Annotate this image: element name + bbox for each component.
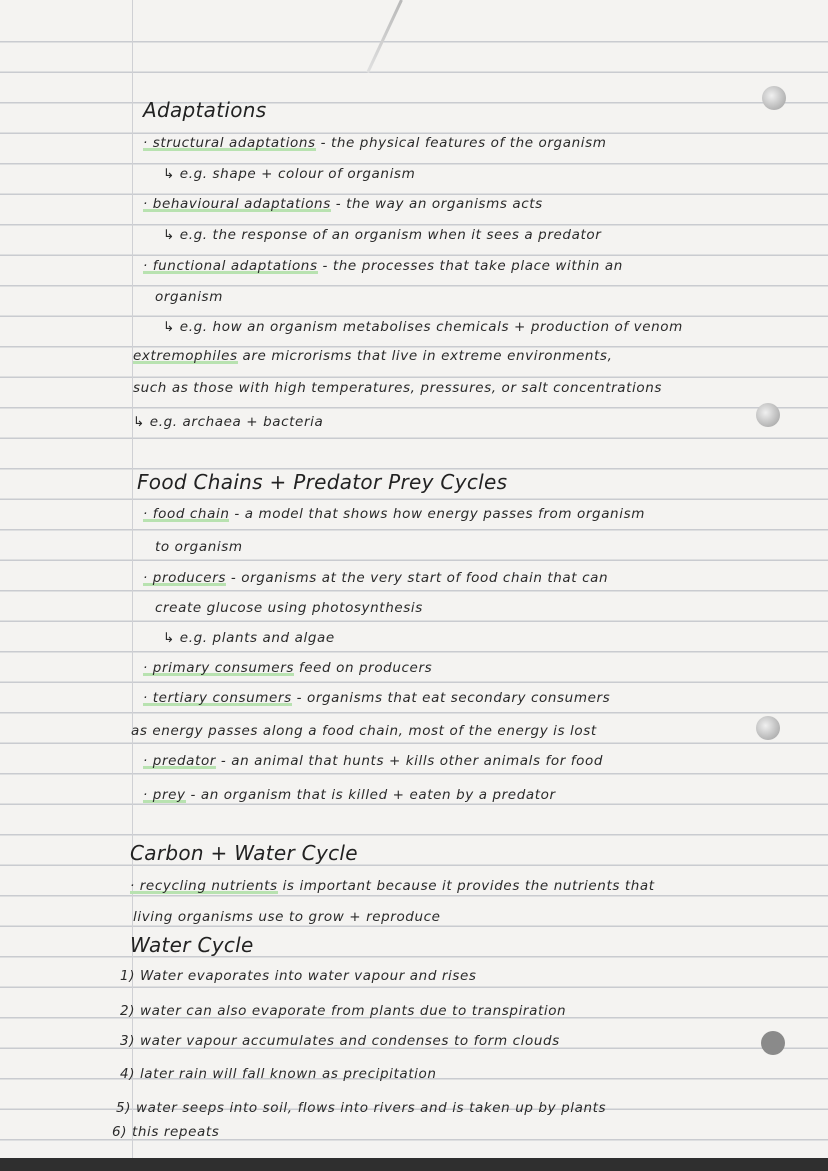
punch-hole: [756, 716, 780, 740]
punch-hole: [756, 403, 780, 427]
note-line: [143, 196, 543, 212]
note-line: [133, 348, 612, 364]
note-text: living organisms use to grow + reproduce: [133, 909, 441, 925]
highlighted-term: · prey: [143, 787, 186, 803]
note-text: - an organism that is killed + eaten by a predator: [185, 787, 556, 803]
highlighted-term: · primary consumers: [143, 660, 294, 676]
note-line: [143, 570, 608, 586]
note-line: [133, 414, 323, 430]
note-text: feed on producers: [293, 660, 433, 676]
punch-hole: [762, 86, 786, 110]
highlighted-term: · food chain: [143, 506, 230, 522]
note-text: create glucose using photosynthesis: [155, 600, 423, 616]
numbered-step: 6) this repeats: [112, 1124, 220, 1140]
note-text: - a model that shows how energy passes from organism: [229, 506, 645, 522]
note-text: such as those with high temperatures, pressures, or salt concentrations: [133, 380, 663, 396]
note-line: [133, 380, 662, 396]
note-text: - the physical features of the organism: [315, 135, 607, 151]
note-text: ↳ e.g. archaea + bacteria: [133, 414, 324, 430]
note-line: [163, 630, 335, 646]
note-line: [143, 690, 610, 706]
note-text: - organisms that eat secondary consumers: [291, 690, 611, 706]
highlighted-term: · predator: [143, 753, 216, 769]
highlighted-term: · tertiary consumers: [143, 690, 292, 706]
note-line: [133, 909, 441, 925]
note-text: - organisms at the very start of food chain that can: [226, 570, 609, 586]
note-line: [163, 319, 683, 335]
highlighted-term: · structural adaptations: [143, 135, 316, 151]
highlighted-term: extremophiles: [133, 348, 238, 364]
heading-adaptations: Adaptations: [143, 98, 267, 122]
background-surface: [0, 1158, 828, 1171]
note-line: [143, 660, 432, 676]
note-text: as energy passes along a food chain, most of the energy is lost: [131, 723, 597, 739]
punch-hole: [761, 1031, 785, 1055]
note-text: - an animal that hunts + kills other animals for food: [215, 753, 603, 769]
note-line: [155, 539, 243, 555]
heading-water-cycle: Water Cycle: [130, 933, 254, 957]
highlighted-term: · producers: [143, 570, 226, 586]
numbered-step: 1) Water evaporates into water vapour and rises: [120, 968, 477, 984]
note-line: [143, 258, 623, 274]
numbered-step: 5) water seeps into soil, flows into rivers and is taken up by plants: [116, 1100, 607, 1116]
paper-crease: [366, 0, 403, 73]
numbered-step: 3) water vapour accumulates and condenses to form clouds: [120, 1033, 560, 1049]
highlighted-term: · behavioural adaptations: [143, 196, 331, 212]
note-line: [163, 227, 601, 243]
note-line: [155, 289, 223, 305]
note-text: - the way an organisms acts: [330, 196, 543, 212]
note-text: ↳ e.g. shape + colour of organism: [163, 166, 416, 182]
note-line: [155, 600, 423, 616]
note-text: ↳ e.g. the response of an organism when it sees a predator: [163, 227, 602, 243]
note-line: [130, 878, 655, 894]
note-text: are microrisms that live in extreme environments,: [237, 348, 613, 364]
note-line: [143, 506, 645, 522]
highlighted-term: · functional adaptations: [143, 258, 318, 274]
note-line: [163, 166, 415, 182]
heading-food-chains: Food Chains + Predator Prey Cycles: [137, 470, 508, 494]
note-line: [143, 753, 603, 769]
note-text: ↳ e.g. how an organism metabolises chemicals + production of venom: [163, 319, 683, 335]
note-line: [131, 723, 597, 739]
heading-carbon-water: Carbon + Water Cycle: [130, 841, 358, 865]
note-line: [143, 135, 607, 151]
note-text: to organism: [155, 539, 243, 555]
numbered-step: 4) later rain will fall known as precipitation: [120, 1066, 437, 1082]
note-text: is important because it provides the nutrients that: [277, 878, 655, 894]
margin-line: [132, 0, 133, 1158]
highlighted-term: · recycling nutrients: [130, 878, 278, 894]
note-line: [143, 787, 556, 803]
note-text: - the processes that take place within an: [317, 258, 623, 274]
note-text: ↳ e.g. plants and algae: [163, 630, 335, 646]
note-text: organism: [155, 289, 223, 305]
numbered-step: 2) water can also evaporate from plants due to transpiration: [120, 1003, 567, 1019]
